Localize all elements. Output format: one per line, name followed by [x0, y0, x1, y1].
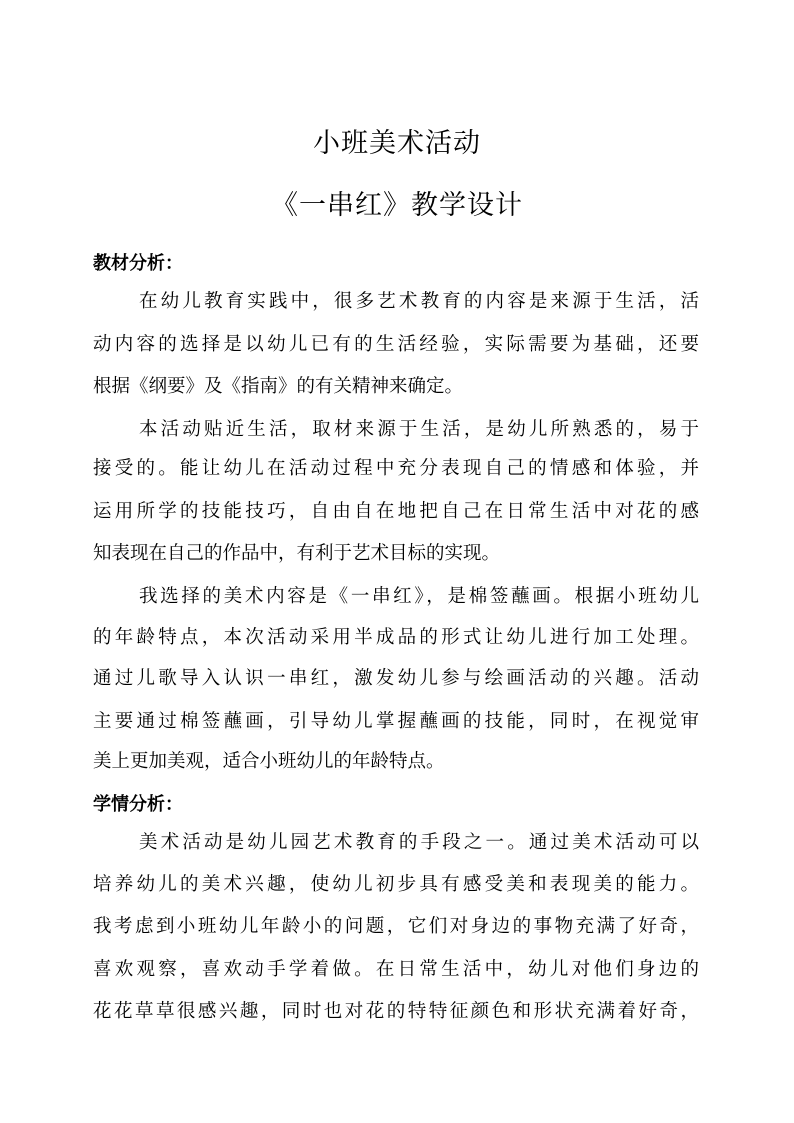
paragraph-line: 主要通过棉签蘸画，引导幼儿掌握蘸画的技能，同时，在视觉审 — [93, 711, 699, 732]
paragraph-line: 我选择的美术内容是《一串红》，是棉签蘸画。根据小班幼儿 — [139, 586, 699, 607]
section-heading-learner-analysis: 学情分析： — [93, 794, 183, 815]
paragraph-line: 在幼儿教育实践中，很多艺术教育的内容是来源于生活，活 — [139, 291, 699, 312]
paragraph-line: 美术活动是幼儿园艺术教育的手段之一。通过美术活动可以 — [139, 832, 699, 853]
paragraph-line: 我考虑到小班幼儿年龄小的问题，它们对身边的事物充满了好奇， — [93, 916, 699, 937]
paragraph-line: 根据《纲要》及《指南》的有关精神来确定。 — [93, 376, 464, 397]
paragraph-line: 美上更加美观，适合小班幼儿的年龄特点。 — [93, 751, 445, 772]
document-subtitle: 《一串红》教学设计 — [271, 190, 523, 221]
paragraph-line: 喜欢观察，喜欢动手学着做。在日常生活中，幼儿对他们身边的 — [93, 959, 699, 980]
document-title: 小班美术活动 — [313, 128, 481, 159]
paragraph-line: 运用所学的技能技巧，自由自在地把自己在日常生活中对花的感 — [93, 501, 699, 522]
paragraph-line: 知表现在自己的作品中，有利于艺术目标的实现。 — [93, 543, 501, 564]
paragraph-line: 通过儿歌导入认识一串红，激发幼儿参与绘画活动的兴趣。活动 — [93, 668, 699, 689]
paragraph-line: 动内容的选择是以幼儿已有的生活经验，实际需要为基础，还要 — [93, 334, 699, 355]
section-heading-material-analysis: 教材分析： — [93, 253, 183, 274]
paragraph-line: 本活动贴近生活，取材来源于生活，是幼儿所熟悉的，易于 — [139, 419, 699, 440]
paragraph-line: 花花草草很感兴趣，同时也对花的特特征颜色和形状充满着好奇， — [93, 1001, 699, 1022]
paragraph-line: 的年龄特点，本次活动采用半成品的形式让幼儿进行加工处理。 — [93, 627, 699, 648]
paragraph-line: 接受的。能让幼儿在活动过程中充分表现自己的情感和体验，并 — [93, 458, 699, 479]
paragraph-line: 培养幼儿的美术兴趣，使幼儿初步具有感受美和表现美的能力。 — [93, 874, 699, 895]
